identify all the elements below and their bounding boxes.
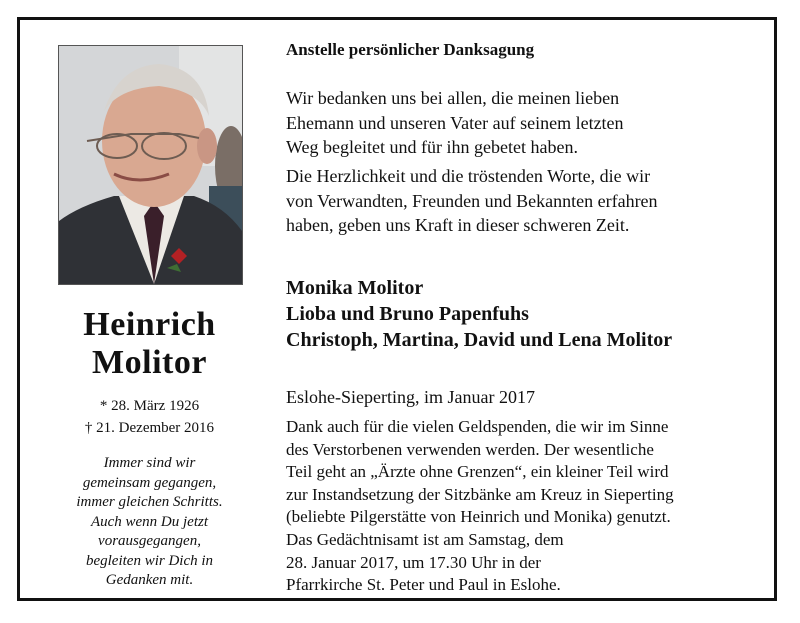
donation-note — [286, 416, 674, 529]
text-line: (beliebte Pilgerstätte von Heinrich und Monika) genutzt. — [286, 507, 671, 526]
notice-heading: Anstelle persönlicher Danksagung — [286, 40, 535, 59]
text-line: des Verstorbenen verwenden werden. Der wesentliche — [286, 439, 654, 459]
portrait-photo — [58, 45, 243, 285]
family-member: Lioba und Bruno Papenfuhs — [286, 303, 529, 325]
birth-date: * 28. März 1926 — [99, 398, 200, 414]
text-line: von Verwandten, Freunden und Bekannten erfahren — [286, 190, 658, 211]
poem-line: immer gleichen Schritts. — [76, 494, 223, 510]
portrait-illustration — [59, 46, 242, 284]
memorial-service — [286, 529, 564, 597]
text-line: zur Instandsetzung der Sitzbänke am Kreuz in Sieperting — [286, 484, 674, 504]
life-dates — [40, 395, 259, 439]
text-line: Dank auch für die vielen Geldspenden, die wir im Sinne — [286, 417, 669, 436]
poem-line: Auch wenn Du jetzt — [90, 513, 209, 530]
place-date: Eslohe-Sieperting, im Januar 2017 — [286, 387, 535, 407]
text-line: Die Herzlichkeit und die tröstenden Worte, die wir — [286, 166, 651, 186]
poem-line: Gedanken mit. — [105, 572, 194, 588]
text-line: haben, geben uns Kraft in dieser schweren Zeit. — [286, 215, 630, 235]
poem-line: vorausgegangen, — [98, 533, 201, 549]
text-line: 28. Januar 2017, um 17.30 Uhr in der — [286, 552, 541, 572]
poem — [48, 454, 251, 591]
obituary-notice — [17, 17, 777, 601]
text-line: Weg begleitet und für ihn gebetet haben. — [286, 137, 578, 157]
family-signatures — [286, 275, 672, 353]
text-line: Teil geht an „Ärzte ohne Grenzen“, ein kleiner Teil wird — [286, 462, 669, 481]
family-member: Christoph, Martina, David und Lena Molitor — [286, 329, 673, 351]
deceased-name — [40, 306, 259, 382]
poem-line: Immer sind wir — [103, 455, 196, 471]
death-date: † 21. Dezember 2016 — [84, 420, 215, 436]
deceased-first-name: Heinrich — [83, 306, 216, 343]
text-line: Das Gedächtnisamt ist am Samstag, dem — [286, 530, 564, 549]
text-line: Pfarrkirche St. Peter und Paul in Eslohe. — [286, 575, 561, 594]
thanks-paragraph-2 — [286, 164, 658, 238]
poem-line: gemeinsam gegangen, — [82, 474, 217, 491]
poem-line: begleiten wir Dich in — [85, 552, 214, 569]
thanks-paragraph-1 — [286, 86, 624, 160]
text-line: Wir bedanken uns bei allen, die meinen lieben — [286, 88, 620, 108]
text-line: Ehemann und unseren Vater auf seinem letzten — [286, 112, 624, 133]
family-member: Monika Molitor — [286, 277, 424, 299]
deceased-last-name: Molitor — [92, 344, 207, 381]
